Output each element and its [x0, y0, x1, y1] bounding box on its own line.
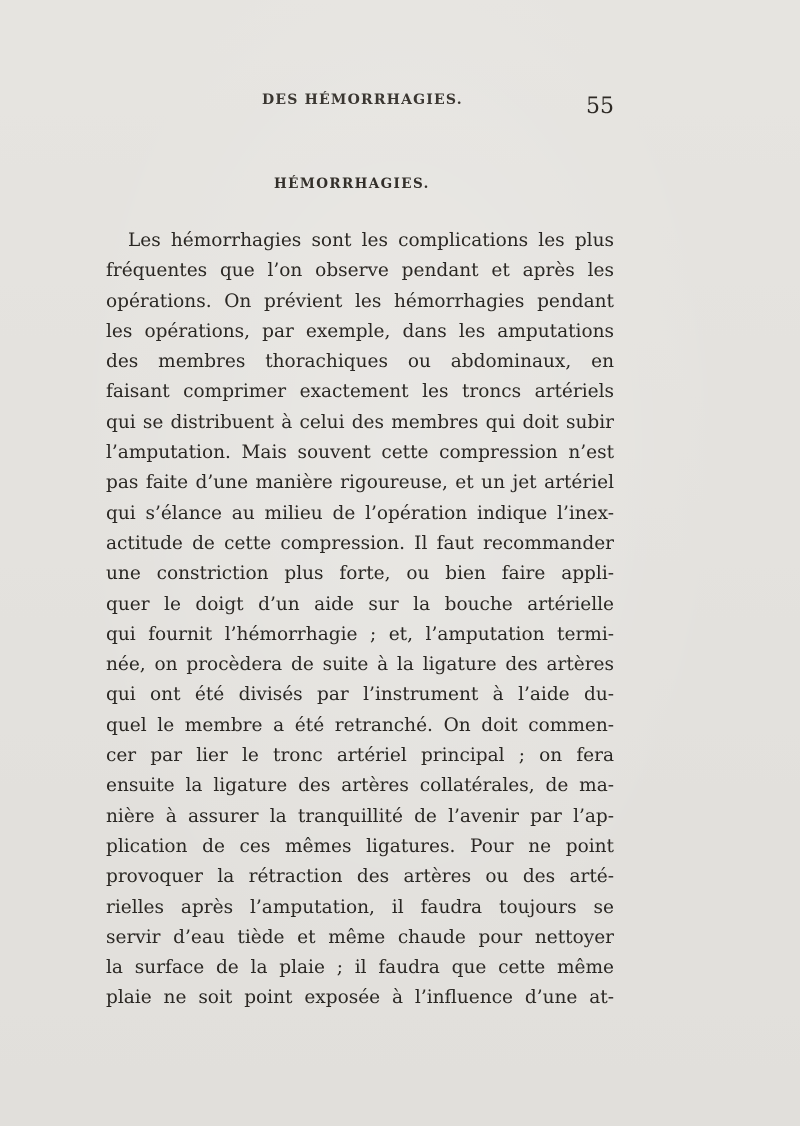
text-line: qui fournit l’hémorrhagie ; et, l’amputation termi- [106, 623, 614, 645]
text-line: plaie ne soit point exposée à l’influence d’une at- [106, 987, 614, 1009]
text-line: des membres thorachiques ou abdominaux, en [106, 351, 614, 373]
text-line: qui se distribuent à celui des membres qui doit subir [106, 411, 614, 433]
text-line: les opérations, par exemple, dans les amputations [106, 320, 614, 342]
text-line: pas faite d’une manière rigoureuse, et un jet artériel [106, 472, 614, 494]
text-line: une constriction plus forte, ou bien faire appli- [106, 563, 614, 585]
running-head: DES HÉMORRHAGIES. [262, 92, 463, 108]
text-line: l’amputation. Mais souvent cette compression n’est [106, 442, 614, 464]
text-line: Les hémorrhagies sont les complications les plus [128, 230, 614, 251]
text-line: nière à assurer la tranquillité de l’avenir par l’ap- [106, 805, 614, 827]
text-line: la surface de la plaie ; il faudra que cette même [106, 957, 614, 979]
text-line: fréquentes que l’on observe pendant et après les [106, 260, 614, 282]
text-line: ensuite la ligature des artères collatérales, de ma- [106, 775, 614, 797]
text-line: née, on procèdera de suite à la ligature des artères [106, 654, 614, 676]
text-line: quel le membre a été retranché. On doit commen- [106, 714, 614, 736]
text-line: opérations. On prévient les hémorrhagies pendant [106, 290, 614, 312]
text-line: actitude de cette compression. Il faut recommander [106, 532, 614, 554]
section-title: HÉMORRHAGIES. [274, 176, 430, 192]
text-line: faisant comprimer exactement les troncs artériels [106, 381, 614, 403]
text-line: qui ont été divisés par l’instrument à l’aide du- [106, 684, 614, 706]
text-line: cer par lier le tronc artériel principal ; on fera [106, 745, 614, 767]
text-line: provoquer la rétraction des artères ou des arté- [106, 866, 614, 888]
text-line: rielles après l’amputation, il faudra toujours se [106, 896, 614, 918]
text-line: quer le doigt d’un aide sur la bouche artérielle [106, 593, 614, 615]
body-paragraph [106, 226, 614, 1014]
text-line: plication de ces mêmes ligatures. Pour ne point [106, 835, 614, 857]
page-number: 55 [586, 94, 614, 119]
text-line: qui s’élance au milieu de l’opération indique l’inex- [106, 502, 614, 524]
text-line: servir d’eau tiède et même chaude pour nettoyer [106, 926, 614, 948]
